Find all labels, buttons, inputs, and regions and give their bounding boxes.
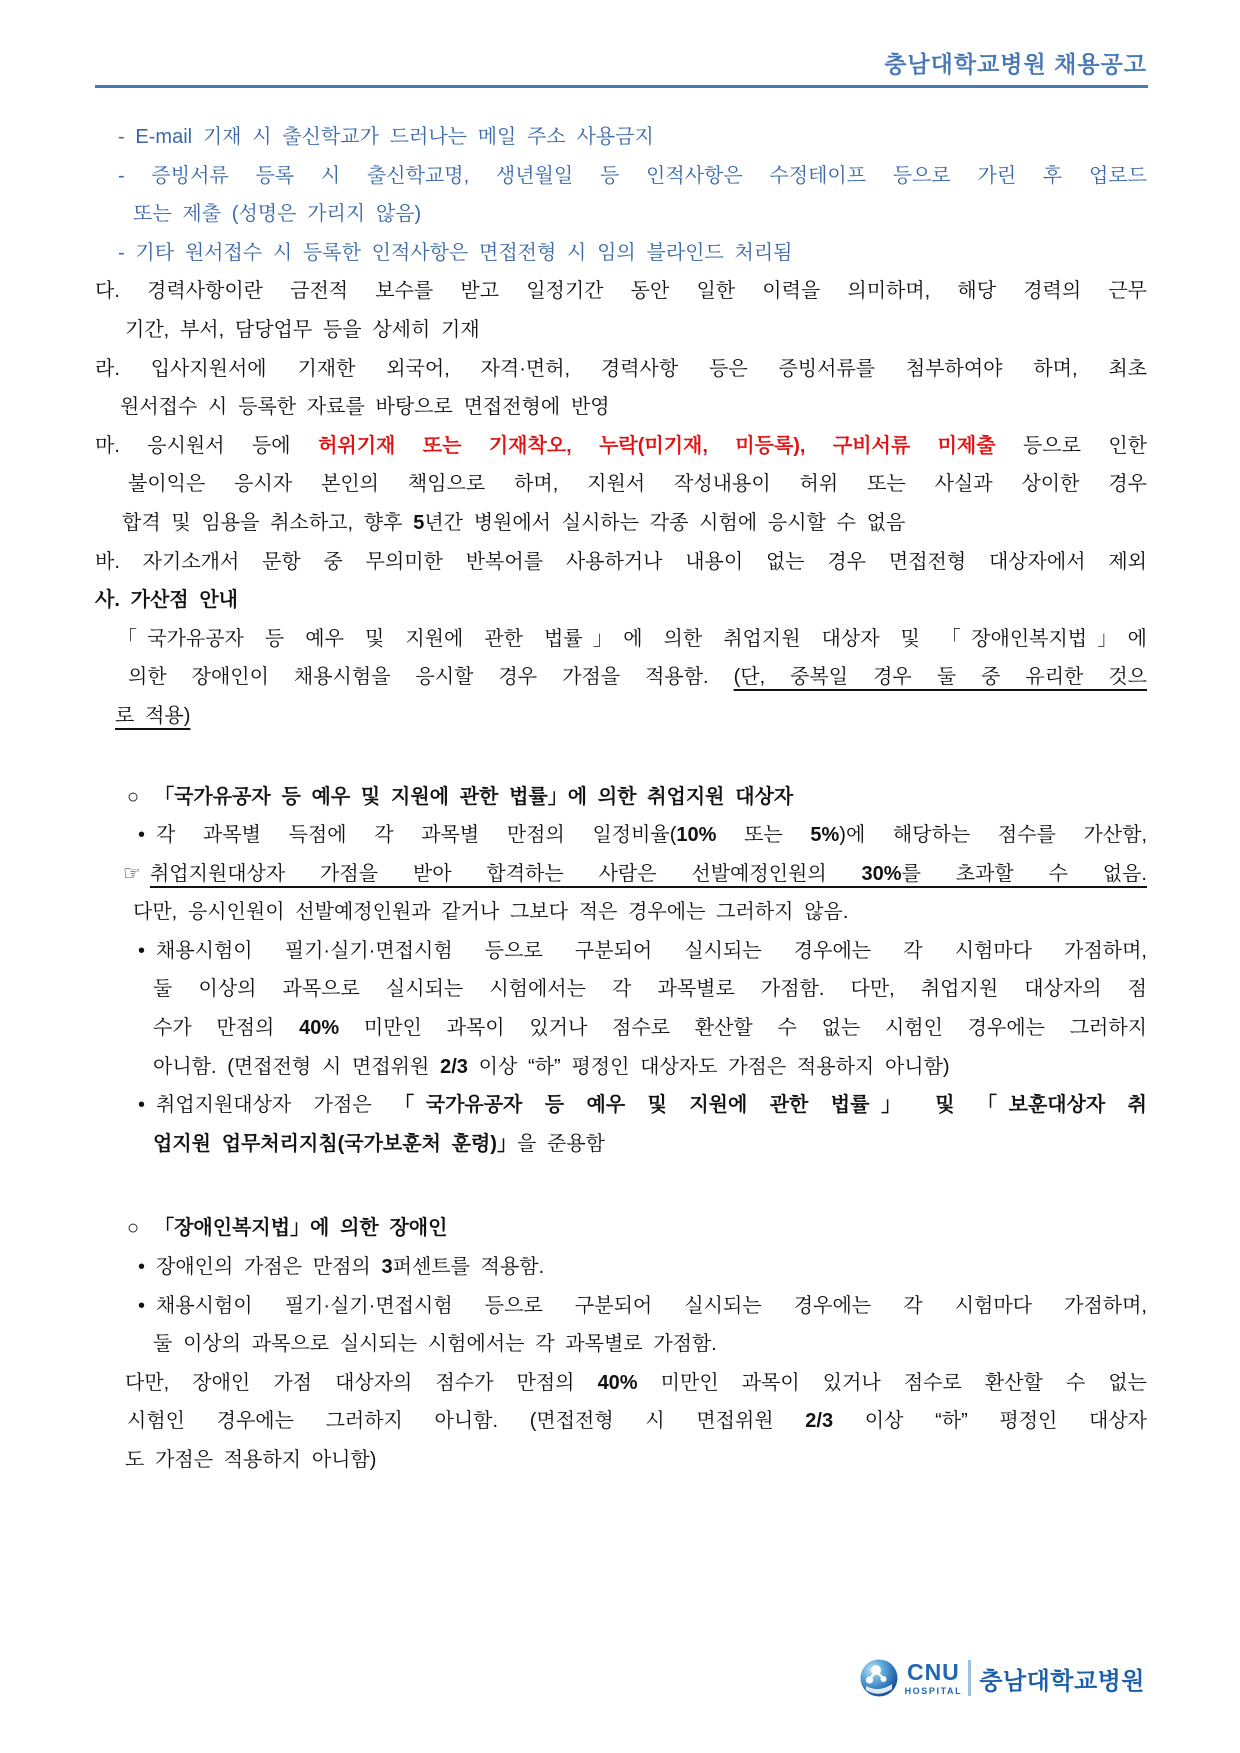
cnu-globe-icon (860, 1659, 898, 1697)
text-line: ○ 「장애인복지법」에 의한 장애인 (127, 1217, 448, 1240)
text-line: 둘 이상의 과목으로 실시되는 시험에서는 각 과목별로 가점함. (153, 1333, 717, 1356)
text-line: ○ 「국가유공자 등 예우 및 지원에 관한 법률」에 의한 취업지원 대상자 (127, 785, 794, 808)
text-line: 다. 경력사항이란 금전적 보수를 받고 일정기간 동안 일한 이력을 의미하며, 해당 경력의 근무 (95, 280, 1147, 303)
text-line: 도 가점은 적용하지 아니함) (125, 1449, 377, 1471)
text-line: • 장애인의 가점은 만점의 3퍼센트를 적용함. (138, 1256, 545, 1279)
text-line: 마. 응시원서 등에 허위기재 또는 기재착오, 누락(미기재, 미등록), 구비서류 미제출 등으로 인한 (95, 434, 1147, 457)
hospital-logo-text: HOSPITAL (904, 1685, 963, 1696)
paragraph-spacer (95, 736, 1147, 778)
text-line: 둘 이상의 과목으로 실시되는 시험에서는 각 과목별로 가점함. 다만, 취업지원 대상자의 점 (153, 978, 1147, 1001)
text-line: 로 적용) (115, 704, 191, 727)
text-line: • 채용시험이 필기·실기·면접시험 등으로 구분되어 실시되는 경우에는 각 시험마다 가점하며, (138, 1294, 1147, 1317)
text-line: 「국가유공자 등 예우 및 지원에 관한 법률」에 의한 취업지원 대상자 및 「장애인복지법」에 (117, 627, 1147, 650)
text-line: 기간, 부서, 담당업무 등을 상세히 기재 (125, 318, 480, 341)
cnu-logo-text: CNU (906, 1658, 960, 1685)
cnu-logo-text-block (904, 1658, 963, 1696)
page-title: 충남대학교병원 채용공고 (884, 51, 1147, 77)
text-line: • 취업지원대상자 가점은 「국가유공자 등 예우 및 지원에 관한 법률」 및 「보훈대상자 취 (138, 1094, 1147, 1117)
text-line: 의한 장애인이 채용시험을 응시할 경우 가점을 적용함. (단, 중복일 경우 둘 중 유리한 것으 (128, 666, 1147, 689)
text-line: 바. 자기소개서 문항 중 무의미한 반복어를 사용하거나 내용이 없는 경우 면접전형 대상자에서 제외 (95, 550, 1147, 573)
document-body (95, 118, 1147, 1480)
text-line: 불이익은 응시자 본인의 책임으로 하며, 지원서 작성내용이 허위 또는 사실과 상이한 경우 (128, 473, 1147, 496)
text-line: - 기타 원서접수 시 등록한 인적사항은 면접전형 시 임의 블라인드 처리됨 (118, 241, 793, 264)
text-line: ☞ 취업지원대상자 가점을 받아 합격하는 사람은 선발예정인원의 30%를 초과할 수 없음. (123, 862, 1147, 885)
text-line: 원서접수 시 등록한 자료를 바탕으로 면접전형에 반영 (120, 396, 610, 419)
paragraph-spacer (95, 1163, 1147, 1209)
text-line: • 채용시험이 필기·실기·면접시험 등으로 구분되어 실시되는 경우에는 각 시험마다 가점하며, (138, 939, 1147, 962)
text-line: 사. 가산점 안내 (95, 589, 238, 612)
hospital-name: 충남대학교병원 (979, 1667, 1145, 1695)
text-line: 아니함. (면접전형 시 면접위원 2/3 이상 “하” 평정인 대상자도 가점은 적용하지 아니함) (153, 1055, 950, 1078)
text-line: 다만, 장애인 가점 대상자의 점수가 만점의 40% 미만인 과목이 있거나 점수로 환산할 수 없는 (125, 1371, 1147, 1394)
text-line: 합격 및 임용을 취소하고, 향후 5년간 병원에서 실시하는 각종 시험에 응시할 수 없음 (122, 511, 906, 534)
header-divider (95, 85, 1148, 88)
text-line: 수가 만점의 40% 미만인 과목이 있거나 점수로 환산할 수 없는 시험인 경우에는 그러하지 (153, 1017, 1147, 1040)
text-line: 라. 입사지원서에 기재한 외국어, 자격·면허, 경력사항 등은 증빙서류를 첨부하여야 하며, 최초 (95, 357, 1147, 380)
text-line: - 증빙서류 등록 시 출신학교명, 생년월일 등 인적사항은 수정테이프 등으로 가린 후 업로드 (118, 164, 1147, 187)
text-line: - E-mail 기재 시 출신학교가 드러나는 메일 주소 사용금지 (118, 126, 654, 148)
text-line: 다만, 응시인원이 선발예정인원과 같거나 그보다 적은 경우에는 그러하지 않음. (133, 901, 849, 924)
text-line: 업지원 업무처리지침(국가보훈처 훈령)」을 준용함 (153, 1132, 606, 1155)
text-line: 또는 제출 (성명은 가리지 않음) (133, 203, 422, 226)
text-line: 시험인 경우에는 그러하지 아니함. (면접전형 시 면접위원 2/3 이상 “하” 평정인 대상자 (127, 1410, 1147, 1433)
logo-separator (968, 1660, 971, 1696)
footer-logo (860, 1655, 1145, 1701)
text-line: • 각 과목별 득점에 각 과목별 만점의 일정비율(10% 또는 5%)에 해당하는 점수를 가산함, (138, 824, 1147, 847)
